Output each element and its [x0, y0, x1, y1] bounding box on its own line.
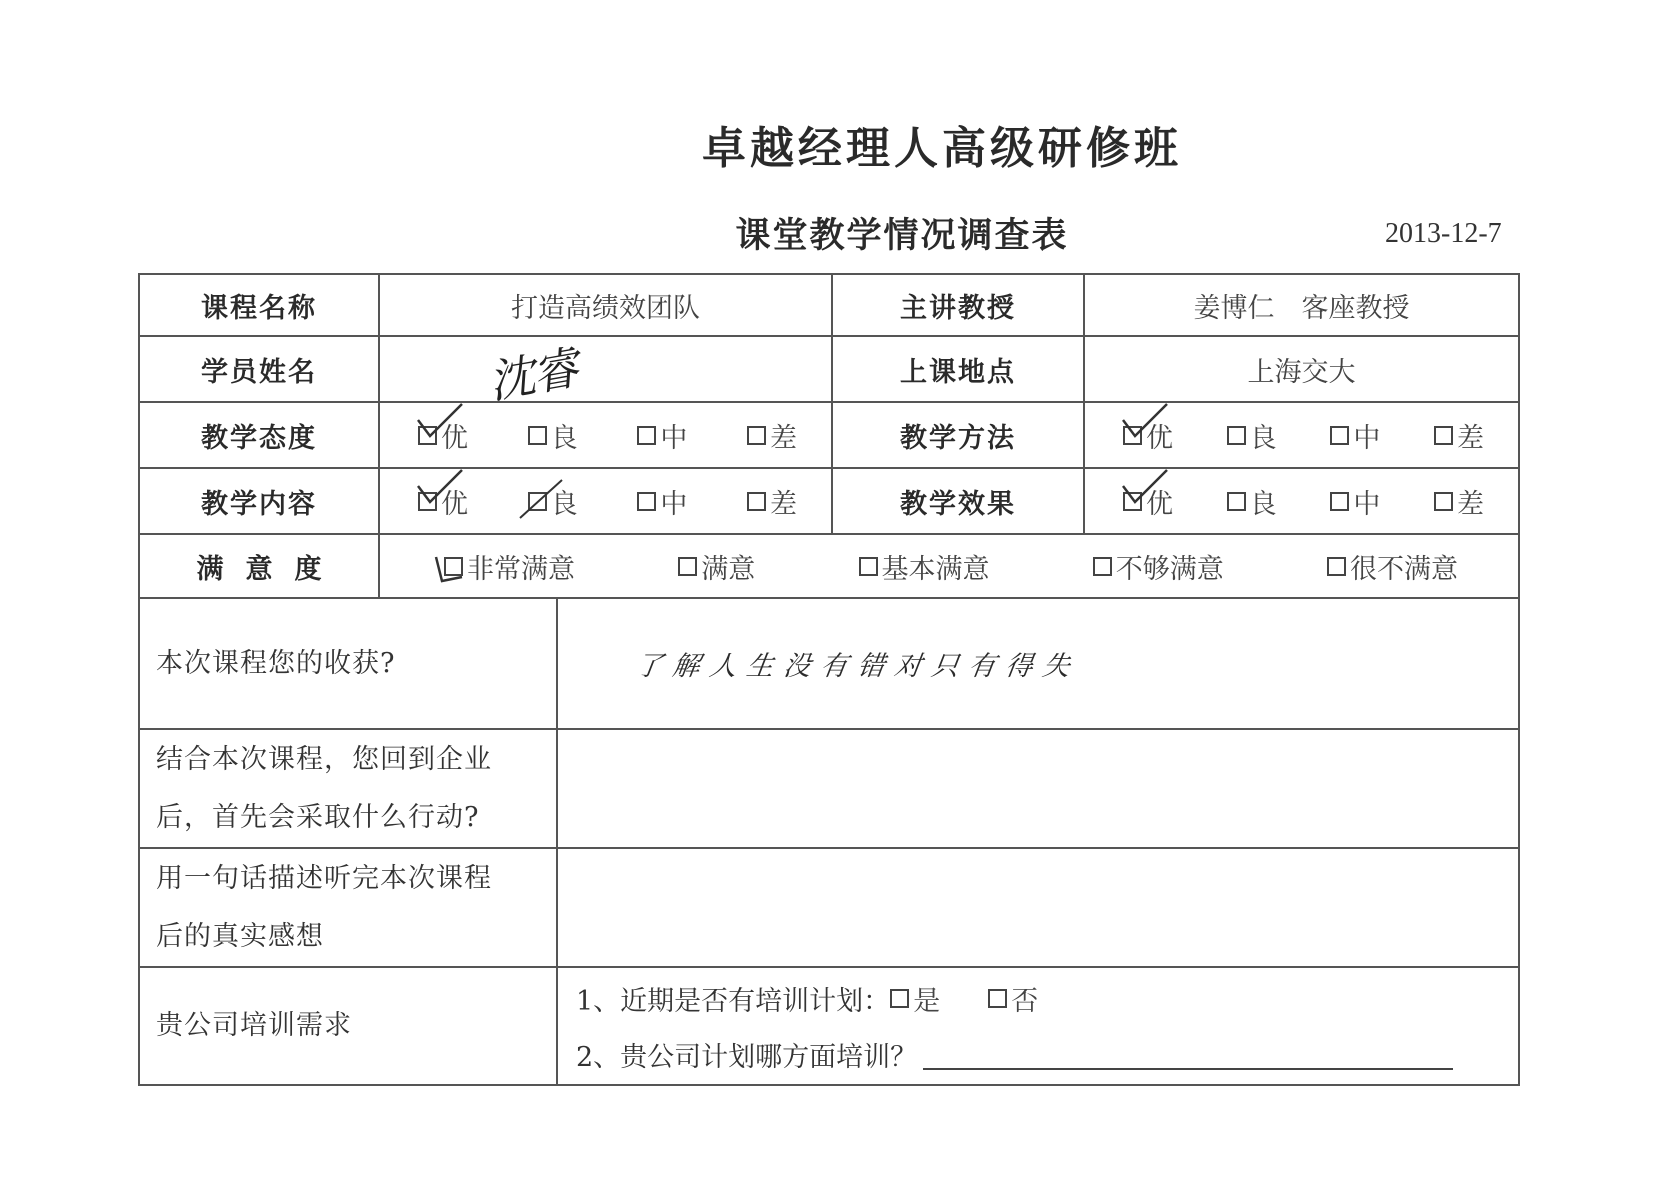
checkbox-icon[interactable]	[528, 492, 547, 511]
satisfaction-option-very-satisfied[interactable]: 非常满意	[444, 547, 575, 586]
effect-option-good[interactable]: 良	[1227, 482, 1277, 521]
student-value-cell[interactable]	[379, 336, 832, 410]
checkbox-icon[interactable]	[1327, 557, 1346, 576]
method-option-good[interactable]: 良	[1227, 416, 1277, 455]
method-option-excellent[interactable]: 优	[1123, 416, 1173, 455]
effect-option-excellent[interactable]: 优	[1123, 482, 1173, 521]
checkbox-checked-icon[interactable]	[1123, 492, 1142, 511]
needs-plan-line: 1、近期是否有培训计划： 是 否	[558, 970, 1518, 1026]
method-option-fair[interactable]: 中	[1330, 416, 1380, 455]
content-option-excellent[interactable]: 优	[418, 482, 468, 521]
row-satisfaction	[139, 534, 1519, 598]
effect-options	[1084, 468, 1519, 534]
needs-cell	[557, 967, 1519, 1085]
form-title: 卓越经理人高级研修班	[702, 123, 1182, 174]
checkbox-icon[interactable]	[637, 492, 656, 511]
attitude-label: 教学态度	[139, 402, 379, 468]
checkbox-checked-icon[interactable]	[444, 557, 463, 576]
location-value: 上海交大	[1084, 336, 1519, 402]
feeling-question: 用一句话描述听完本次课程 后的真实感想	[139, 848, 557, 967]
attitude-options	[379, 402, 832, 468]
method-option-poor[interactable]: 差	[1434, 416, 1484, 455]
action-answer[interactable]	[557, 729, 1519, 848]
form-date: 2013-12-7	[1385, 218, 1502, 249]
row-gain	[139, 598, 1519, 729]
row-attitude-method	[139, 402, 1519, 468]
course-label: 课程名称	[139, 274, 379, 336]
checkbox-checked-icon[interactable]	[418, 492, 437, 511]
effect-option-fair[interactable]: 中	[1330, 482, 1380, 521]
course-value: 打造高绩效团队	[379, 274, 832, 336]
checkbox-icon[interactable]	[859, 557, 878, 576]
content-label: 教学内容	[139, 468, 379, 534]
content-option-poor[interactable]: 差	[747, 482, 797, 521]
checkbox-icon[interactable]	[1227, 492, 1246, 511]
satisfaction-option-satisfied[interactable]: 满意	[678, 547, 755, 586]
checkbox-checked-icon[interactable]	[1123, 426, 1142, 445]
effect-option-poor[interactable]: 差	[1434, 482, 1484, 521]
question-table	[138, 597, 1520, 1086]
lecturer-label: 主讲教授	[832, 274, 1084, 336]
method-options	[1084, 402, 1519, 468]
checkbox-icon[interactable]	[1434, 426, 1453, 445]
action-question: 结合本次课程，您回到企业 后，首先会采取什么行动?	[139, 729, 557, 848]
effect-label: 教学效果	[832, 468, 1084, 534]
satisfaction-label: 满意度	[139, 534, 379, 598]
satisfaction-option-basically-satisfied[interactable]: 基本满意	[859, 547, 990, 586]
checkbox-icon[interactable]	[637, 426, 656, 445]
location-label: 上课地点	[832, 336, 1084, 402]
attitude-option-poor[interactable]: 差	[747, 416, 797, 455]
needs-option-yes[interactable]: 是	[890, 979, 940, 1018]
row-needs	[139, 967, 1519, 1085]
row-feeling	[139, 848, 1519, 967]
row-content-effect	[139, 468, 1519, 534]
needs-area-input[interactable]	[923, 1038, 1453, 1070]
feeling-answer[interactable]	[557, 848, 1519, 967]
checkbox-icon[interactable]	[678, 557, 697, 576]
needs-option-no[interactable]: 否	[988, 979, 1038, 1018]
needs-label: 贵公司培训需求	[139, 967, 557, 1085]
attitude-option-excellent[interactable]: 优	[418, 416, 468, 455]
content-option-fair[interactable]: 中	[637, 482, 687, 521]
attitude-option-fair[interactable]: 中	[637, 416, 687, 455]
survey-table	[138, 273, 1520, 599]
row-student	[139, 336, 1519, 402]
gain-answer[interactable]: 了解人生没有错对只有得失	[548, 598, 1528, 729]
checkbox-icon[interactable]	[747, 492, 766, 511]
checkbox-icon[interactable]	[1227, 426, 1246, 445]
checkbox-icon[interactable]	[988, 989, 1007, 1008]
method-label: 教学方法	[832, 402, 1084, 468]
satisfaction-option-very-dissatisfied[interactable]: 很不满意	[1327, 547, 1458, 586]
form-subtitle: 课堂教学情况调查表	[735, 216, 1069, 256]
checkbox-checked-icon[interactable]	[418, 426, 437, 445]
checkbox-icon[interactable]	[528, 426, 547, 445]
student-signature: 沈睿	[484, 340, 581, 410]
attitude-option-good[interactable]: 良	[528, 416, 578, 455]
needs-area-line: 2、贵公司计划哪方面培训？	[558, 1026, 1518, 1082]
checkbox-icon[interactable]	[747, 426, 766, 445]
checkbox-icon[interactable]	[890, 989, 909, 1008]
lecturer-value: 姜博仁 客座教授	[1084, 274, 1519, 336]
content-option-good[interactable]: 良	[528, 482, 578, 521]
checkbox-icon[interactable]	[1434, 492, 1453, 511]
satisfaction-option-not-satisfied[interactable]: 不够满意	[1093, 547, 1224, 586]
gain-question: 本次课程您的收获?	[139, 598, 557, 729]
checkbox-icon[interactable]	[1330, 426, 1349, 445]
checkbox-icon[interactable]	[1330, 492, 1349, 511]
row-action	[139, 729, 1519, 848]
checkbox-icon[interactable]	[1093, 557, 1112, 576]
content-options	[379, 468, 832, 534]
row-course	[139, 274, 1519, 336]
student-label: 学员姓名	[139, 336, 379, 402]
satisfaction-options	[379, 534, 1519, 598]
